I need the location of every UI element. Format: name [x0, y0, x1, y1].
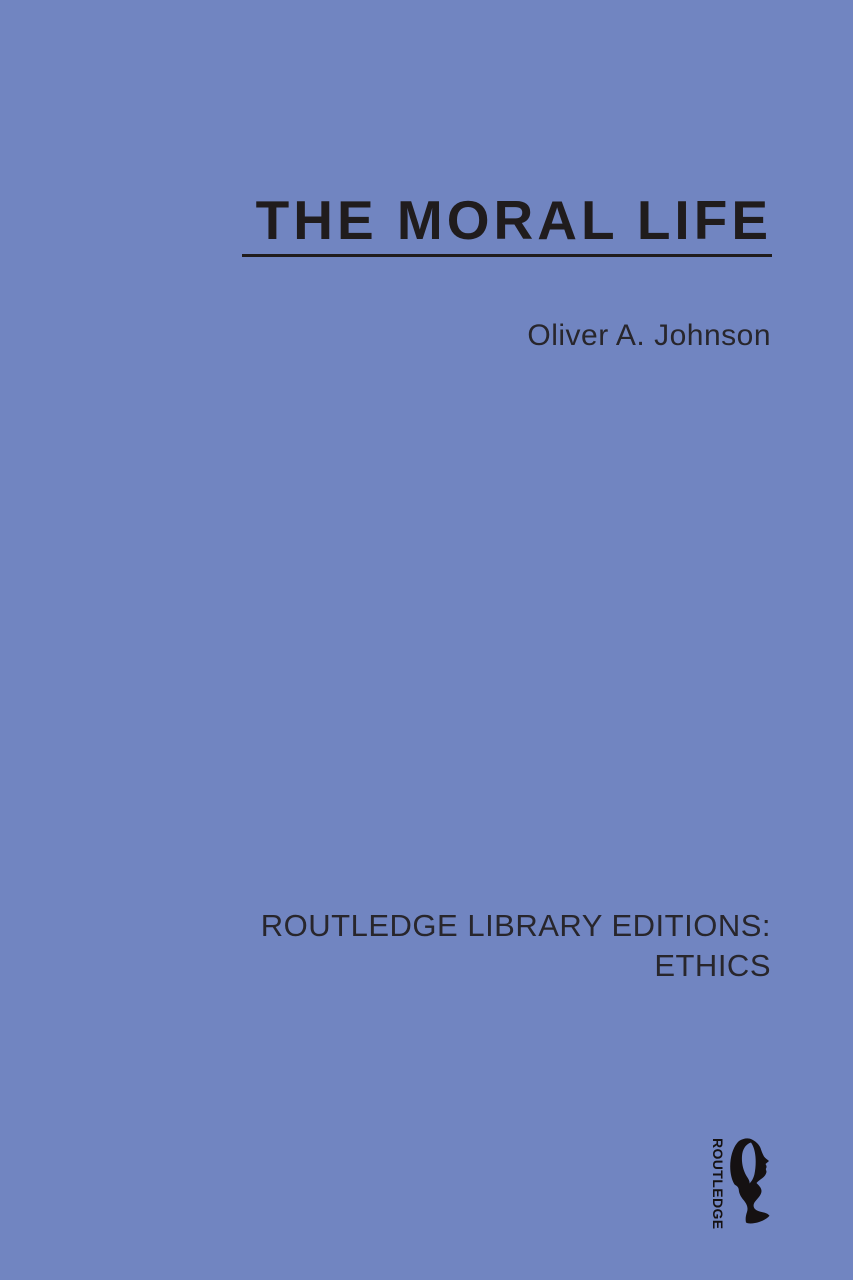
series-line-2: ETHICS — [654, 948, 771, 983]
routledge-face-r-icon — [729, 1138, 771, 1225]
title-underline — [242, 254, 772, 257]
book-author: Oliver A. Johnson — [527, 319, 771, 352]
routledge-logo — [710, 1138, 771, 1230]
routledge-wordmark: ROUTLEDGE — [710, 1138, 726, 1230]
series-line-1: ROUTLEDGE LIBRARY EDITIONS: — [260, 908, 771, 943]
series-title — [261, 906, 771, 986]
book-title: THE MORAL LIFE — [255, 189, 772, 251]
